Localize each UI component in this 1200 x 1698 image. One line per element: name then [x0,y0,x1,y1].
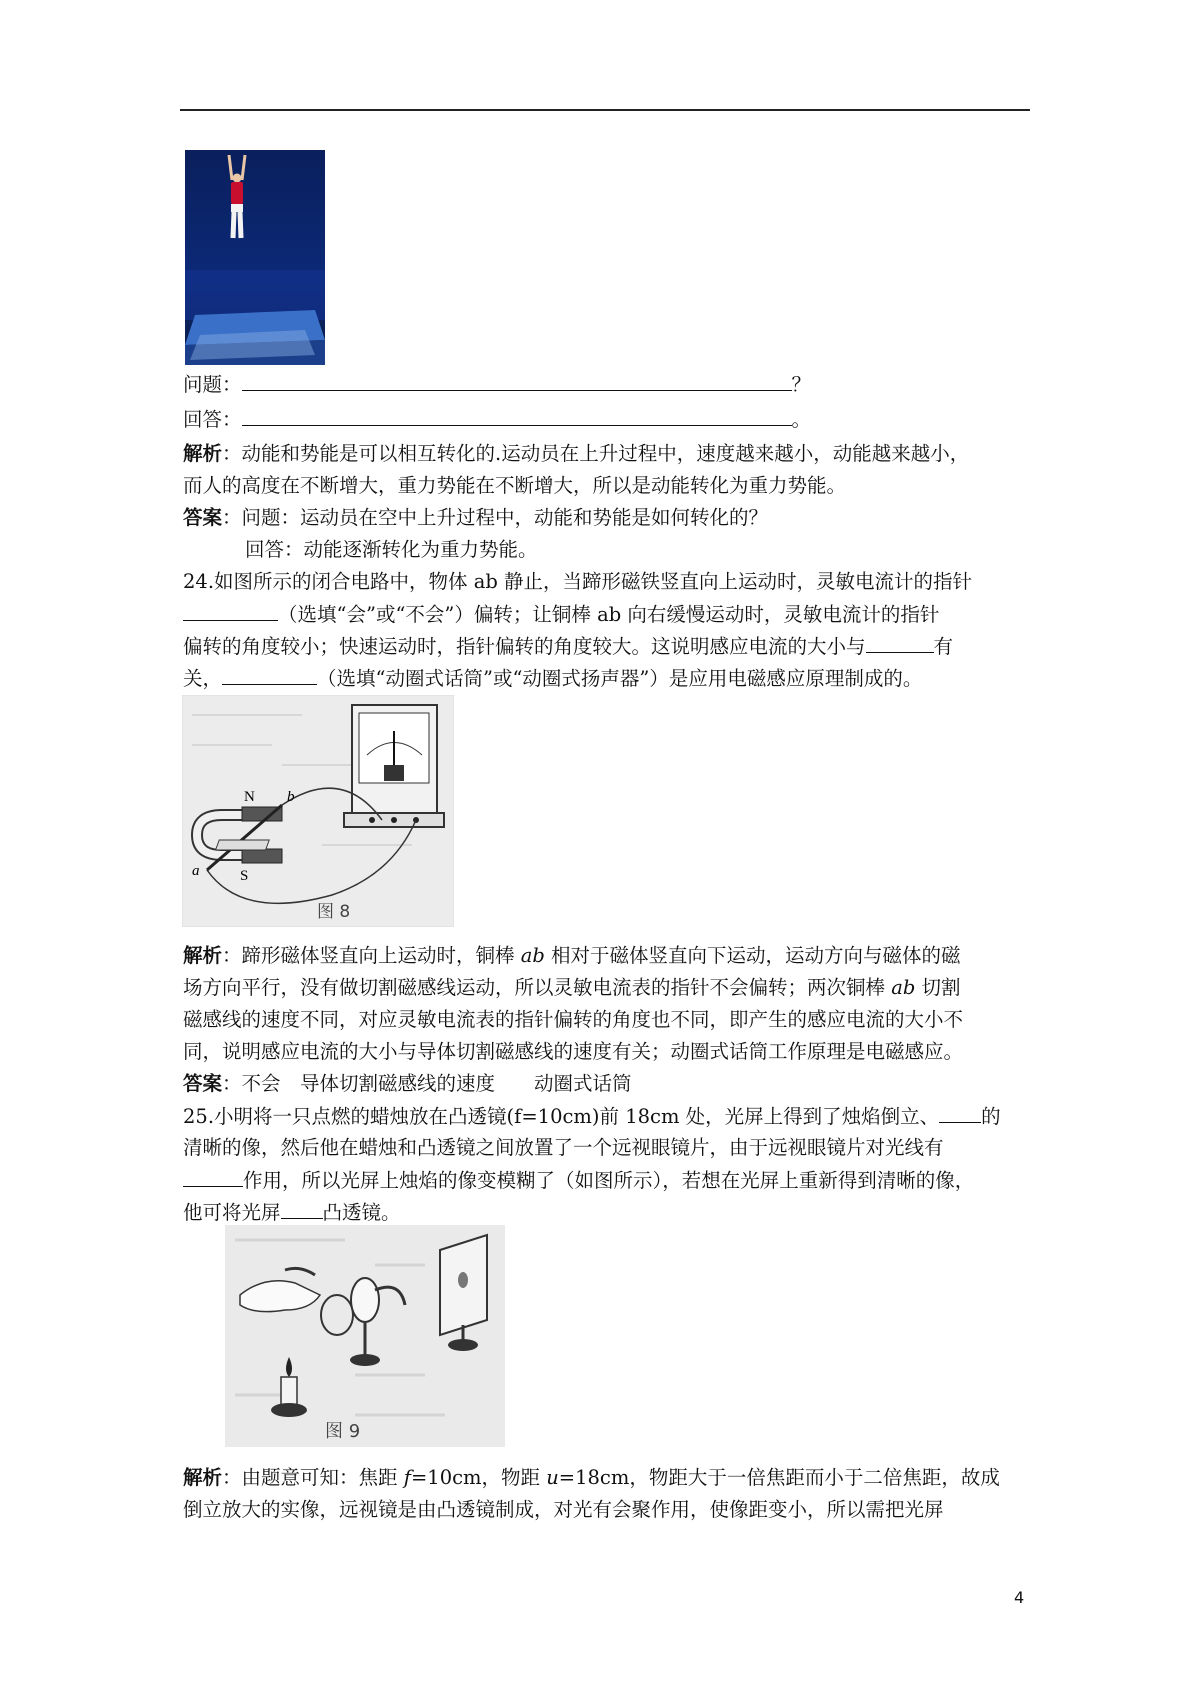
question-blank[interactable] [242,368,792,391]
q24-analysis-line-4: 同，说明感应电流的大小与导体切割磁感线的速度有关；动圈式话筒工作原理是电磁感应。 [183,1040,964,1063]
q24-line-2: （选填“会”或“不会”）偏转；让铜棒 ab 向右缓慢运动时，灵敏电流计的指针 [183,598,939,631]
magnet-north-label: N [244,789,255,805]
q25-blank-1[interactable] [939,1100,981,1123]
q24-analysis-line-1: 解析：蹄形磁体竖直向上运动时，铜棒 ab 相对于磁体竖直向下运动，运动方向与磁体的磁 [183,944,961,967]
q24-line-3: 偏转的角度较小；快速运动时，指针偏转的角度较大。这说明感应电流的大小与 有 [183,630,953,663]
q24-answer-line: 答案：不会 导体切割磁感线的速度 动圈式话筒 [183,1072,632,1095]
q24-blank-2[interactable] [866,630,934,653]
answer-line: 回答： 。 [183,403,811,436]
q23-analysis-line-1: 解析：动能和势能是可以相互转化的.运动员在上升过程中，速度越来越小，动能越来越小， [183,442,970,465]
q24-blank-3[interactable] [222,662,317,685]
q25-line-2: 清晰的像，然后他在蜡烛和凸透镜之间放置了一个远视眼镜片，由于远视眼镜片对光线有 [183,1136,944,1159]
question-line: 问题： ？ [183,368,811,401]
magnet-south-label: S [240,868,249,884]
q25-line-1: 25.小明将一只点燃的蜡烛放在凸透镜(f=10cm)前 18cm 处，光屏上得到了烛焰倒立、 的 [183,1100,1001,1133]
text-body-3 [183,1462,1033,1542]
q25-blank-3[interactable] [281,1196,323,1219]
trampoline-photo [185,150,325,365]
rod-label-b: b [287,789,295,805]
rod-label-a: a [192,863,200,879]
q25-blank-2[interactable] [183,1164,243,1187]
q23-analysis-line-2: 而人的高度在不断增大，重力势能在不断增大，所以是动能转化为重力势能。 [183,474,847,497]
figure-8-caption: 图 8 [317,902,351,922]
q24-blank-1[interactable] [183,598,278,621]
header-rule [180,109,1030,111]
page-number: 4 [1014,1588,1025,1607]
q25-analysis-line-1: 解析：由题意可知：焦距 f=10cm，物距 u=18cm，物距大于一倍焦距而小于二倍焦距，故成 [183,1466,1000,1489]
figure-8-induction-apparatus [182,695,454,927]
q25-line-3: 作用，所以光屏上烛焰的像变模糊了（如图所示），若想在光屏上重新得到清晰的像， [183,1164,974,1197]
figure-9-lens-experiment [225,1225,505,1447]
q23-answer-line-1: 答案：问题：运动员在空中上升过程中，动能和势能是如何转化的？ [183,506,769,529]
q25-analysis-line-2: 倒立放大的实像，远视镜是由凸透镜制成，对光有会聚作用，使像距变小，所以需把光屏 [183,1498,944,1521]
q24-analysis-line-3: 磁感线的速度不同，对应灵敏电流表的指针偏转的角度也不同，即产生的感应电流的大小不 [183,1008,964,1031]
q24-line-1: 24.如图所示的闭合电路中，物体 ab 静止，当蹄形磁铁竖直向上运动时，灵敏电流计的指针 [183,570,973,593]
figure-9-caption: 图 9 [325,1421,361,1442]
q24-line-4: 关， （选填“动圈式话筒”或“动圈式扬声器”）是应用电磁感应原理制成的。 [183,662,922,695]
q24-analysis-line-2: 场方向平行，没有做切割磁感线运动，所以灵敏电流表的指针不会偏转；两次铜棒 ab 切割 [183,976,961,999]
q25-line-4: 他可将光屏 凸透镜。 [183,1196,401,1229]
q23-answer-line-2: 回答：动能逐渐转化为重力势能。 [245,538,538,561]
answer-blank[interactable] [242,403,792,426]
